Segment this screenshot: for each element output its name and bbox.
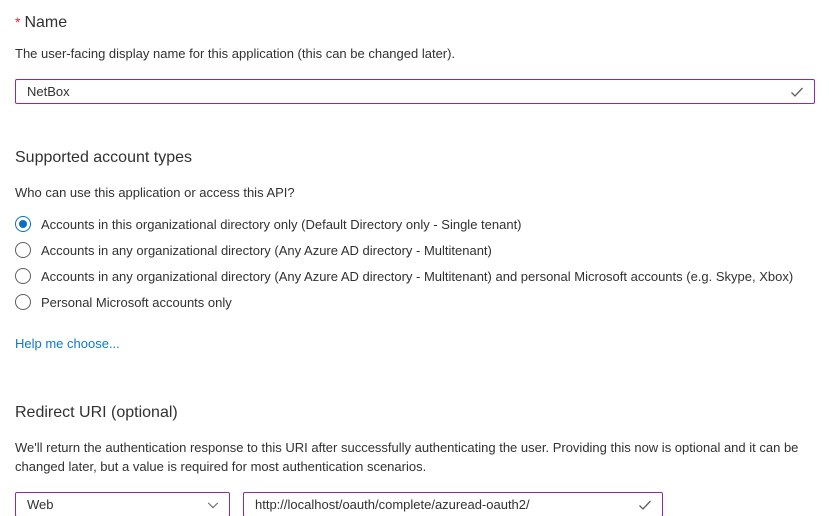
name-title-text: Name — [24, 14, 68, 31]
account-type-radio-group — [15, 211, 815, 315]
radio-option-label: Accounts in any organizational directory (Any Azure AD directory - Multitenant) — [41, 242, 492, 258]
name-input-wrap — [15, 79, 815, 104]
radio-option-label: Accounts in this organizational directory only (Default Directory only - Single tenant) — [41, 216, 522, 232]
required-asterisk: * — [15, 14, 21, 30]
platform-select-value: Web — [27, 497, 54, 512]
help-me-choose-link[interactable]: Help me choose... — [15, 336, 120, 351]
redirect-uri-row — [15, 492, 815, 516]
radio-option-single-tenant[interactable] — [15, 211, 815, 237]
radio-button-icon — [15, 216, 31, 232]
radio-option-multitenant[interactable] — [15, 237, 815, 263]
radio-button-icon — [15, 268, 31, 284]
radio-option-multitenant-personal[interactable] — [15, 263, 815, 289]
name-description: The user-facing display name for this application (this can be changed later). — [15, 46, 456, 61]
radio-option-personal-only[interactable] — [15, 289, 815, 315]
redirect-uri-section — [15, 402, 815, 516]
redirect-uri-description: We'll return the authentication response to this URI after successfully authenticating the user. Providing this now is optional and it can be changed later, but a value is required for most authentication scenarios. — [15, 440, 799, 474]
name-section-title — [15, 12, 815, 33]
supported-account-types-section — [15, 147, 815, 353]
redirect-uri-title: Redirect URI (optional) — [15, 404, 178, 421]
platform-select[interactable] — [15, 492, 230, 516]
name-section — [15, 12, 815, 104]
name-input[interactable] — [15, 79, 815, 104]
redirect-uri-input[interactable] — [243, 492, 663, 516]
account-types-title: Supported account types — [15, 149, 193, 166]
radio-option-label: Personal Microsoft accounts only — [41, 294, 232, 310]
chevron-down-icon — [206, 498, 220, 512]
radio-button-icon — [15, 242, 31, 258]
radio-button-icon — [15, 294, 31, 310]
radio-option-label: Accounts in any organizational directory (Any Azure AD directory - Multitenant) and personal Microsoft accounts (e.g. Skype, Xbox) — [41, 268, 794, 284]
redirect-uri-input-wrap — [243, 492, 663, 516]
account-types-question: Who can use this application or access this API? — [15, 185, 295, 200]
